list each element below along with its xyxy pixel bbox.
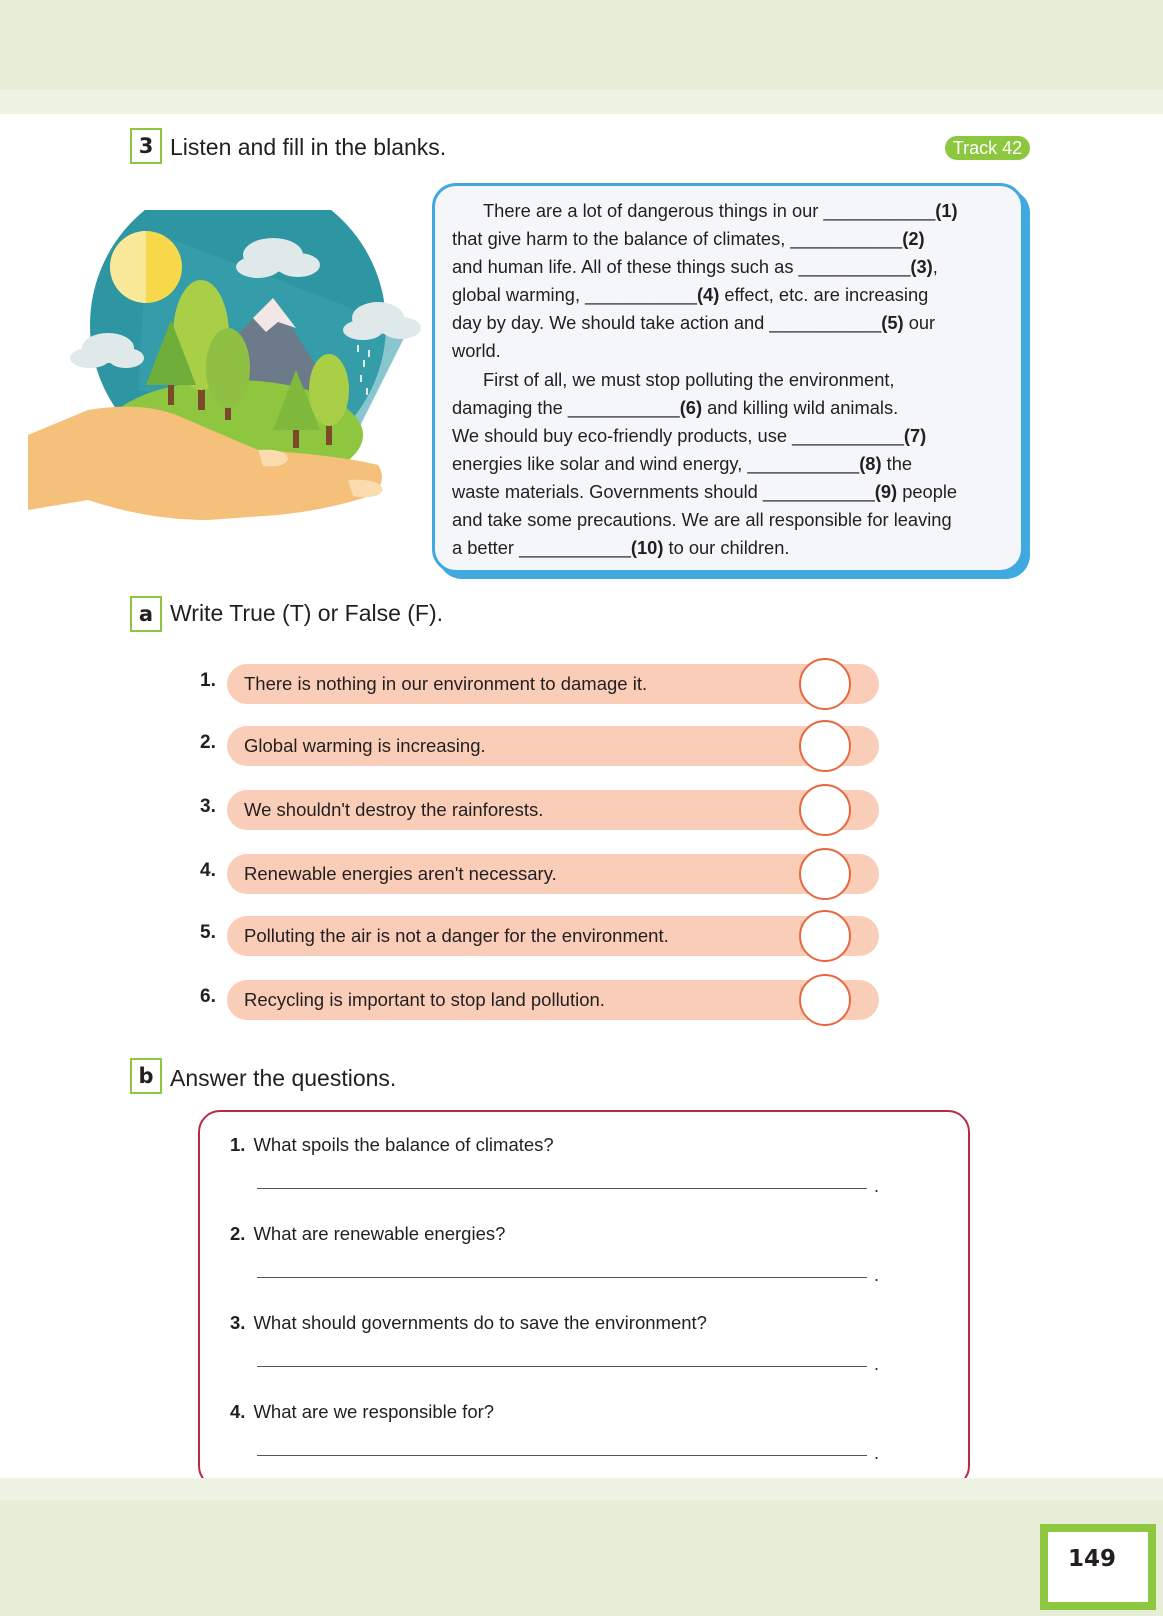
section-b-title: Answer the questions. [170,1065,397,1091]
blank-number: (8) [859,452,882,474]
answer-circle[interactable] [799,910,851,962]
answer-line[interactable] [257,1188,867,1189]
bottom-band-light [0,1478,1163,1500]
answer-line[interactable] [257,1277,867,1278]
answer-line[interactable] [257,1455,867,1456]
question-item [230,1134,930,1196]
question-number: 2. [230,1223,246,1244]
statement-text: Polluting the air is not a danger for the environment. [227,916,879,956]
blank-number: (5) [881,312,904,334]
passage-line: waste materials. Governments should ___________(9) people [452,480,958,502]
answer-line[interactable] [257,1366,867,1367]
item-number: 6. [200,986,216,1007]
exercise-title: Listen and fill in the blanks. [170,134,447,160]
question-item [230,1312,930,1374]
item-number: 3. [200,796,216,817]
answer-circle[interactable] [799,720,851,772]
page-number-box [1040,1524,1156,1610]
line-end-period: . [874,1176,880,1196]
passage-line: world. [452,340,501,362]
statement-text: Global warming is increasing. [227,726,879,766]
blank-number: (3) [910,256,933,278]
passage-line: damaging the ___________(6) and killing wild animals. [452,396,899,418]
question-text: 3. What should governments do to save the environment? [230,1312,707,1333]
answer-circle[interactable] [799,658,851,710]
blank-number: (7) [903,424,927,446]
audio-track-badge[interactable]: Track 42 [945,136,1030,160]
bottom-band [0,1500,1163,1616]
top-band-light [0,90,1163,114]
answer-circle[interactable] [799,974,851,1026]
question-text: 1. What spoils the balance of climates? [230,1134,554,1155]
page-number: 149 [1068,1546,1117,1572]
blank-number: (10) [630,537,664,559]
statement-text: There is nothing in our environment to damage it. [227,664,879,704]
passage-line: and human life. All of these things such as ___________(3), [452,256,938,278]
question-text: 4. What are we responsible for? [230,1401,495,1422]
item-number: 2. [200,732,216,753]
line-end-period: . [874,1443,880,1463]
section-a-title: Write True (T) or False (F). [170,600,444,626]
item-number: 4. [200,860,216,881]
true-false-item [200,976,880,1024]
section-a-badge: a [130,596,162,632]
top-band [0,0,1163,90]
question-number: 1. [230,1134,246,1155]
exercise-number-badge: 3 [130,128,162,164]
line-end-period: . [874,1265,880,1285]
blank-number: (1) [935,200,958,221]
true-false-item [200,850,880,898]
passage-line: a better ___________(10) to our children. [452,537,790,559]
question-item [230,1223,930,1285]
blank-number: (2) [902,228,925,250]
blank-number: (4) [696,284,720,306]
true-false-item [200,660,880,708]
questions-box [198,1110,970,1488]
blank-number: (6) [679,396,703,418]
passage-line: energies like solar and wind energy, ___________(8) the [452,452,913,474]
question-number: 3. [230,1312,246,1333]
passage-line: We should buy eco-friendly products, use ___________(7) [452,424,927,446]
question-number: 4. [230,1401,246,1422]
passage-line: day by day. We should take action and ___________(5) our [452,312,936,334]
line-end-period: . [874,1354,880,1374]
passage-line: that give harm to the balance of climates, ___________(2) [452,228,925,250]
question-text: 2. What are renewable energies? [230,1223,506,1244]
blank-number: (9) [874,480,898,502]
earth-in-hand-illustration [28,210,428,550]
section-b-badge: b [130,1058,162,1094]
passage-line: and take some precautions. We are all responsible for leaving [452,509,952,531]
reading-passage-box [432,183,1024,573]
true-false-item [200,722,880,770]
sun-icon [110,231,182,303]
question-item [230,1401,930,1463]
answer-circle[interactable] [799,784,851,836]
statement-text: We shouldn't destroy the rainforests. [227,790,879,830]
true-false-item [200,786,880,834]
statement-text: Renewable energies aren't necessary. [227,854,879,894]
statement-text: Recycling is important to stop land pollution. [227,980,879,1020]
reading-passage [452,197,1003,562]
passage-line: There are a lot of dangerous things in our ___________(1) [483,200,958,221]
item-number: 1. [200,670,216,691]
answer-circle[interactable] [799,848,851,900]
true-false-item [200,912,880,960]
item-number: 5. [200,922,216,943]
passage-line: First of all, we must stop polluting the environment, [483,368,895,390]
passage-line: global warming, ___________(4) effect, etc. are increasing [452,284,929,306]
